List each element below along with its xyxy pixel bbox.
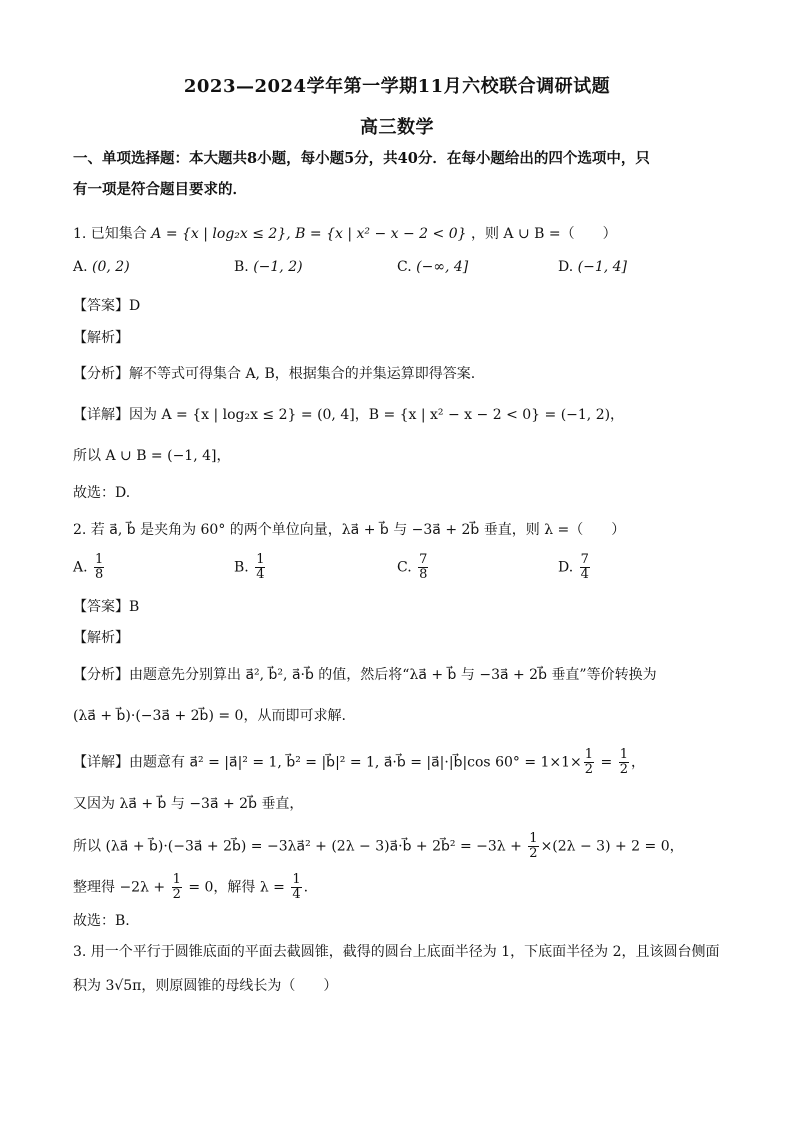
q3-stem-line1: 3. 用一个平行于圆锥底面的平面去截圆锥，截得的圆台上底面半径为 1，下底面半径为 2，且该圆台侧面 [73, 944, 720, 960]
q2-option-b-num: 1 [256, 552, 265, 567]
q2-option-a [73, 553, 106, 582]
q2-line-expand-frac-num: 1 [529, 831, 538, 846]
q2-option-c-den: 8 [419, 567, 428, 582]
q2-line-expand-end: ×(2λ − 3) + 2 = 0， [540, 838, 684, 855]
q2-line-simplify [73, 873, 723, 902]
q2-choice: 故选：B. [73, 913, 130, 929]
q2-answer-tag: 【答案】 [73, 599, 129, 615]
q2-option-d-fraction [580, 553, 590, 582]
q2-detail-tag: 【详解】 [73, 754, 129, 771]
q1-option-d [558, 259, 627, 275]
q2-line-simplify-end: . [303, 879, 309, 896]
q2-line-expand-text: 所以 (λa⃗ + b⃗)·(−3a⃗ + 2b⃗) = −3λa⃗² + (2λ − 3)a⃗·b⃗ + 2b⃗² = −3λ + [73, 838, 527, 855]
q2-fenxi-tag: 【分析】 [73, 667, 129, 683]
q2-option-a-den: 8 [95, 567, 104, 582]
q1-option-c-label: C. [397, 259, 412, 275]
q1-option-a-value: (0, 2) [92, 259, 130, 275]
q1-option-b [234, 259, 303, 275]
q1-stem-math: A = {x | log₂x ≤ 2}, B = {x | x² − x − 2 < 0} [151, 226, 467, 242]
q2-option-c-num: 7 [419, 552, 428, 567]
q2-detail-frac-den: 2 [584, 762, 594, 777]
q1-detail-line2: 所以 A ∪ B = (−1, 4]， [73, 448, 231, 464]
q1-option-c [397, 259, 468, 275]
q2-option-d-den: 4 [580, 567, 589, 582]
q1-stem [73, 224, 723, 244]
q3-stem-line2: 积为 3√5π，则原圆锥的母线长为（ ） [73, 978, 338, 994]
q2-line-simplify-frac2-den: 4 [292, 887, 301, 902]
q1-option-c-value: (−∞, 4] [416, 259, 469, 275]
q1-detail-text: 因为 A = {x | log₂x ≤ 2} = (0, 4]，B = {x | x² − x − 2 < 0} = (−1, 2)， [129, 407, 625, 423]
q1-option-d-label: D. [558, 259, 574, 275]
q1-option-b-label: B. [234, 259, 249, 275]
q2-option-d-num: 7 [580, 552, 589, 567]
q2-option-d [558, 553, 592, 582]
q2-option-b-label: B. [234, 559, 249, 576]
q2-option-b-den: 4 [256, 567, 265, 582]
q2-option-b-fraction [255, 553, 265, 582]
q2-answer [73, 597, 723, 617]
q2-detail [73, 748, 723, 777]
q1-option-a [73, 259, 130, 275]
q1-answer-tag: 【答案】 [73, 298, 129, 314]
q1-answer-value: D [129, 298, 141, 314]
q2-line-simplify-frac2-num: 1 [292, 872, 301, 887]
q2-option-b [234, 553, 267, 582]
q2-option-c-fraction [418, 553, 428, 582]
q2-line-expand-fraction [528, 832, 538, 861]
q1-stem-prefix: 1. 已知集合 [73, 226, 147, 242]
exam-subtitle: 高三数学 [360, 117, 434, 138]
q2-answer-value: B [129, 599, 140, 615]
q2-line-simplify-mid: = 0，解得 λ = [183, 879, 290, 896]
q2-line-expand [73, 832, 723, 861]
q2-detail-fraction2 [619, 748, 629, 777]
q2-detail-frac-num: 1 [584, 747, 594, 762]
q1-detail [73, 405, 723, 425]
q1-stem-suffix: ，则 A ∪ B =（ ） [470, 226, 617, 242]
q2-line-expand-frac-den: 2 [529, 846, 538, 861]
section-heading-line1: 一、单项选择题：本大题共8小题，每小题5分，共40分．在每小题给出的四个选项中，只 [73, 150, 650, 167]
q2-fenxi-text: 由题意先分别算出 a⃗², b⃗², a⃗·b⃗ 的值，然后将“λa⃗ + b⃗ 与 −3a⃗ + 2b⃗ 垂直”等价转换为 [129, 667, 657, 683]
q2-stem: 2. 若 a⃗, b⃗ 是夹角为 60° 的两个单位向量，λa⃗ + b⃗ 与 −3a⃗ + 2b⃗ 垂直，则 λ =（ ） [73, 522, 626, 538]
q2-analysis-tag: 【解析】 [73, 630, 129, 646]
q1-answer [73, 296, 723, 316]
q2-line-simplify-text: 整理得 −2λ + [73, 879, 170, 896]
q2-option-d-label: D. [558, 559, 574, 576]
q2-line-simplify-frac-num: 1 [172, 872, 181, 887]
q1-fenxi [73, 364, 723, 384]
q2-line-perp: 又因为 λa⃗ + b⃗ 与 −3a⃗ + 2b⃗ 垂直， [73, 796, 304, 812]
q2-detail-eq: = [596, 754, 617, 771]
q2-line-simplify-frac-den: 2 [172, 887, 181, 902]
q1-option-a-label: A. [73, 259, 88, 275]
q2-detail-frac2-num: 1 [619, 747, 628, 762]
section-heading-line2: 有一项是符合题目要求的． [73, 181, 247, 198]
q1-detail-tag: 【详解】 [73, 407, 129, 423]
q1-choice: 故选：D. [73, 485, 131, 501]
q2-detail-frac2-den: 2 [619, 762, 628, 777]
q2-detail-fraction [584, 748, 594, 777]
q2-option-a-fraction [94, 553, 104, 582]
q2-detail-text: 由题意有 a⃗² = |a⃗|² = 1, b⃗² = |b⃗|² = 1, a⃗·b⃗ = |a⃗|·|b⃗|cos 60° = 1×1× [129, 754, 582, 771]
q2-fenxi [73, 665, 723, 685]
exam-title: 2023—2024学年第一学期11月六校联合调研试题 [183, 76, 611, 97]
q2-detail-end: ， [631, 754, 645, 771]
q1-option-d-value: (−1, 4] [577, 259, 628, 275]
q1-fenxi-tag: 【分析】 [73, 366, 129, 382]
q1-option-b-value: (−1, 2) [253, 259, 303, 275]
q2-option-c [397, 553, 430, 582]
q2-fenxi-line2: (λa⃗ + b⃗)·(−3a⃗ + 2b⃗) = 0，从而即可求解. [73, 708, 346, 724]
q2-option-a-label: A. [73, 559, 88, 576]
q2-option-a-num: 1 [95, 552, 104, 567]
q1-fenxi-text: 解不等式可得集合 A, B，根据集合的并集运算即得答案. [129, 366, 476, 382]
q2-line-simplify-fraction [172, 873, 182, 902]
q1-analysis-tag: 【解析】 [73, 330, 129, 346]
q2-option-c-label: C. [397, 559, 412, 576]
q2-line-simplify-fraction2 [291, 873, 301, 902]
